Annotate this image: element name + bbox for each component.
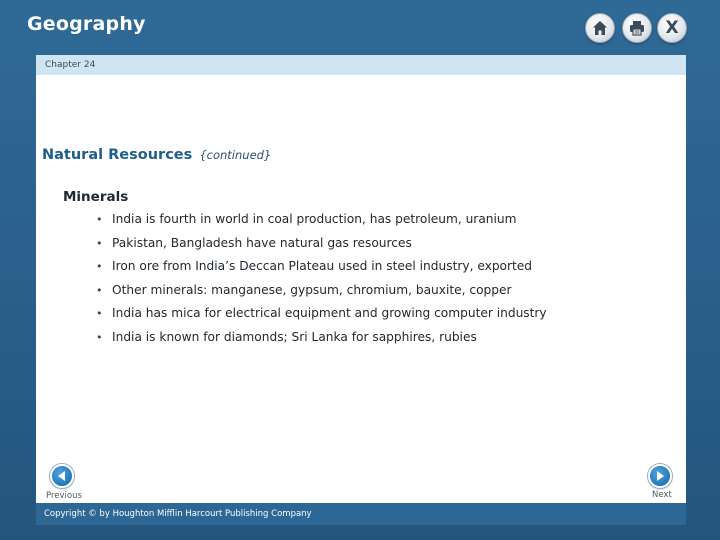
- chapter-label: Chapter 24: [45, 60, 96, 70]
- bullet-icon: •: [96, 307, 103, 320]
- home-button[interactable]: [585, 13, 615, 43]
- close-icon: X: [665, 17, 679, 38]
- arrow-left-icon: [56, 467, 68, 486]
- bullet-icon: •: [96, 283, 103, 297]
- bullet-icon: •: [96, 236, 103, 250]
- section-title-text: Natural Resources: [42, 147, 193, 163]
- copyright-text: Copyright © by Houghton Mifflin Harcourt Publishing Company: [44, 509, 312, 519]
- list-item-text: Pakistan, Bangladesh have natural gas resources: [112, 235, 412, 250]
- bullet-icon: •: [96, 213, 103, 226]
- list-item-text: India is fourth in world in coal production, has petroleum, uranium: [112, 212, 517, 226]
- list-item: [94, 211, 547, 235]
- bullet-icon: •: [96, 260, 103, 273]
- close-button[interactable]: [657, 13, 687, 43]
- previous-label[interactable]: Previous: [46, 491, 82, 501]
- list-item-text: Other minerals: manganese, gypsum, chromium, bauxite, copper: [112, 282, 512, 297]
- chapter-bar: [36, 55, 686, 75]
- list-item: [94, 235, 547, 259]
- list-item-text: Iron ore from India’s Deccan Plateau used in steel industry, exported: [112, 259, 533, 273]
- previous-button[interactable]: [50, 464, 74, 488]
- arrow-right-icon: [654, 467, 666, 486]
- home-icon: [591, 19, 609, 37]
- list-item: [94, 282, 547, 306]
- list-item-text: India has mica for electrical equipment and growing computer industry: [112, 306, 547, 320]
- bullet-list: [94, 211, 547, 352]
- section-title-continued: {continued}: [199, 148, 272, 162]
- next-label[interactable]: Next: [652, 490, 672, 500]
- section-title: [42, 147, 271, 163]
- list-item: [94, 305, 547, 329]
- next-button[interactable]: [648, 464, 672, 488]
- printer-icon: [628, 19, 646, 37]
- list-item-text: India is known for diamonds; Sri Lanka for sapphires, rubies: [112, 329, 477, 344]
- list-item: [94, 258, 547, 282]
- slide-content: [36, 75, 686, 503]
- footer-bar: [36, 503, 686, 525]
- sub-heading: Minerals: [63, 189, 129, 205]
- list-item: [94, 329, 547, 353]
- app-title: Geography: [27, 13, 146, 35]
- bullet-icon: •: [96, 330, 103, 344]
- print-button[interactable]: [622, 13, 652, 43]
